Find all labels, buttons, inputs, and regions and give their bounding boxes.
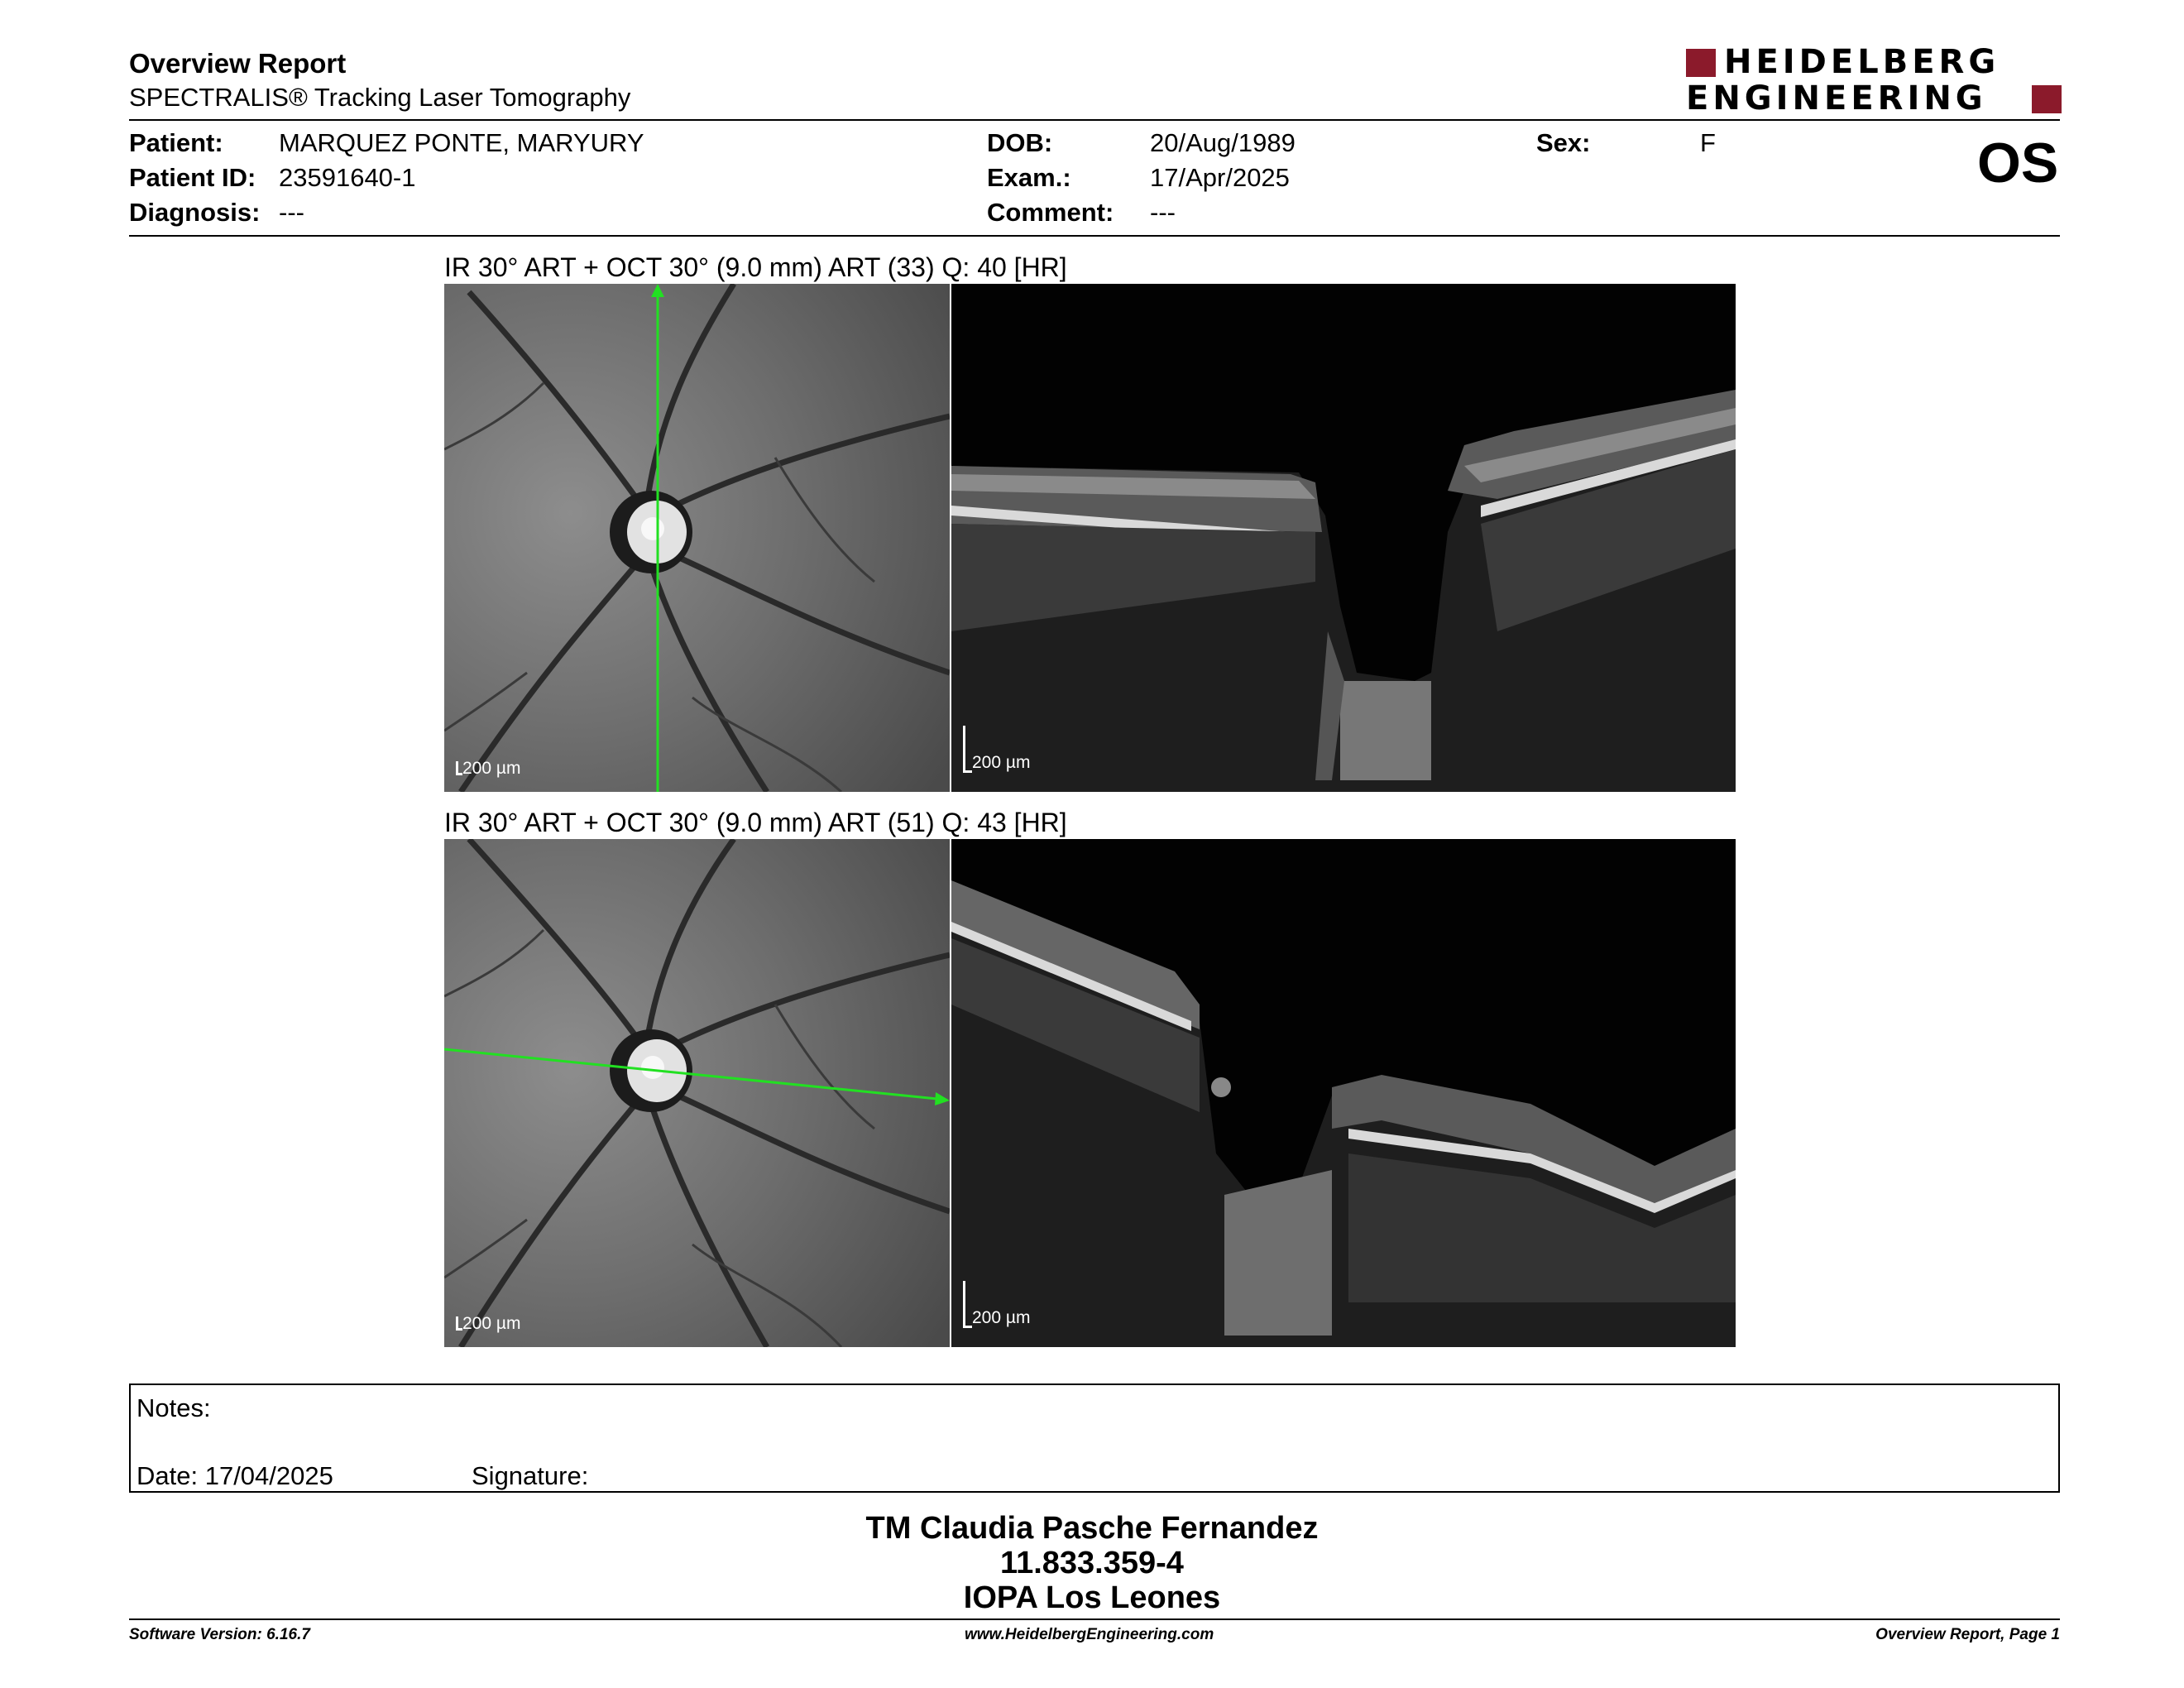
- page-number: Overview Report, Page 1: [1875, 1626, 2060, 1643]
- scale-bar-ir-2: [456, 1314, 520, 1334]
- scan-1-title: IR 30° ART + OCT 30° (9.0 mm) ART (33) Q: 40 [HR]: [444, 252, 1067, 282]
- patient-name: MARQUEZ PONTE, MARYURY: [279, 128, 644, 157]
- scale-bar-ir-1: [456, 759, 520, 779]
- header-rule-bottom: [129, 235, 2060, 237]
- diagnosis-value: ---: [279, 198, 304, 227]
- comment-label: Comment:: [987, 198, 1114, 227]
- diagnosis-label: Diagnosis:: [129, 198, 261, 227]
- signature-label: Signature:: [472, 1461, 589, 1490]
- logo-square-top: [1686, 49, 1716, 77]
- notes-label: Notes:: [136, 1393, 211, 1422]
- scale-bar-ir-2-label: 200 µm: [462, 1314, 521, 1333]
- eye-laterality: OS: [1977, 132, 2059, 194]
- signer-name: TM Claudia Pasche Fernandez: [865, 1511, 1319, 1546]
- website-link[interactable]: www.HeidelbergEngineering.com: [965, 1626, 1214, 1643]
- exam-value: 17/Apr/2025: [1150, 163, 1290, 192]
- scan-1-fundus-image: [444, 284, 950, 792]
- scale-bar-oct-1: [963, 726, 1030, 773]
- software-version: Software Version: 6.16.7: [129, 1626, 310, 1643]
- heidelberg-logo: [1679, 43, 2062, 118]
- header-rule-top: [129, 119, 2060, 121]
- scale-bar-oct-1-label: 200 µm: [972, 753, 1031, 772]
- scan-2-title: IR 30° ART + OCT 30° (9.0 mm) ART (51) Q: 43 [HR]: [444, 808, 1067, 837]
- scan-1-oct-bscan: [951, 284, 1736, 792]
- report-subtitle: SPECTRALIS® Tracking Laser Tomography: [129, 83, 631, 112]
- scan-2-fundus-image: [444, 839, 950, 1347]
- sex-value: F: [1700, 128, 1716, 157]
- exam-label: Exam.:: [987, 163, 1071, 192]
- comment-value: ---: [1150, 198, 1176, 227]
- scale-bar-oct-2: [963, 1281, 1030, 1328]
- report-title: Overview Report: [129, 48, 347, 79]
- dob-label: DOB:: [987, 128, 1053, 157]
- patient-id: 23591640-1: [279, 163, 416, 192]
- scan-2-oct-bscan: [951, 839, 1736, 1347]
- patient-id-label: Patient ID:: [129, 163, 256, 192]
- logo-square-bottom: [2032, 85, 2062, 113]
- signer-institution: IOPA Los Leones: [963, 1580, 1221, 1615]
- scale-bar-oct-2-label: 200 µm: [972, 1308, 1031, 1327]
- patient-name-label: Patient:: [129, 128, 223, 157]
- date-label: Date: 17/04/2025: [136, 1461, 333, 1490]
- signer-id: 11.833.359-4: [1000, 1546, 1184, 1580]
- scale-bar-ir-1-label: 200 µm: [462, 759, 521, 778]
- sex-label: Sex:: [1536, 128, 1591, 157]
- dob-value: 20/Aug/1989: [1150, 128, 1296, 157]
- logo-line-2: ENGINEERING: [1686, 79, 1987, 117]
- footer-rule: [129, 1618, 2060, 1620]
- logo-line-1: HEIDELBERG: [1724, 43, 2000, 81]
- notes-box: [129, 1383, 2060, 1493]
